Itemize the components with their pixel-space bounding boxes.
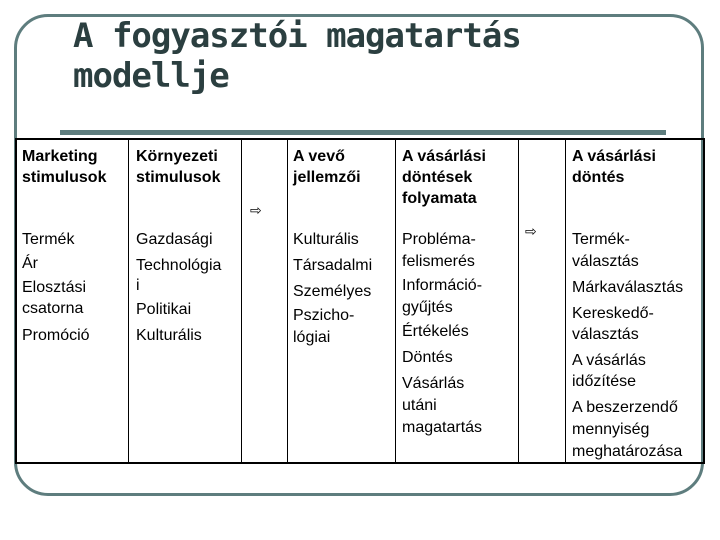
list-purchase-decision [572,229,683,463]
list-item: Döntés [402,349,453,366]
list-environmental-stimuli [136,228,221,348]
list-item: magatartás [402,419,483,436]
list-item: meghatározása [572,443,683,460]
title-underline [60,130,666,135]
page-title [73,16,521,96]
list-item: Promóció [22,327,90,344]
header-line: A vevő [293,148,345,165]
list-item: Elosztási [22,279,87,296]
header-line: Környezeti [136,148,218,165]
header-line: folyamata [402,190,477,207]
list-item: Személyes [293,283,372,300]
column-divider [518,140,519,462]
list-item: Termék [22,231,75,248]
list-item: Vásárlás [402,375,465,392]
list-item: A beszerzendő [572,399,678,416]
title-line-1: A fogyasztói magatartás [73,16,521,56]
list-item: Márkaválasztás [572,279,684,296]
header-marketing-stimuli [22,146,106,188]
header-line: döntés [572,169,625,186]
column-divider [565,140,566,462]
list-item: Kereskedő- [572,305,654,322]
list-item: Társadalmi [293,257,373,274]
header-purchase-decision [572,146,656,188]
model-table [15,138,705,464]
right-arrow-icon: ⇨ [525,224,537,240]
list-item: Pszicho- [293,307,355,324]
header-environmental-stimuli [136,146,220,188]
list-item: Technológia [136,257,222,274]
list-item: felismerés [402,253,475,270]
list-item: Gazdasági [136,231,213,248]
header-buyer-characteristics [293,146,361,188]
header-decision-process [402,146,486,209]
header-line: döntések [402,169,473,186]
list-item: Probléma- [402,231,476,248]
list-item: választás [572,253,639,270]
column-divider [128,140,129,462]
list-item: mennyiség [572,421,650,438]
list-decision-process [402,229,482,439]
list-marketing-stimuli [22,228,90,348]
list-item: Politikai [136,301,192,318]
header-line: A vásárlási [402,148,486,165]
list-item: gyűjtés [402,299,453,316]
header-line: Marketing [22,148,98,165]
list-item: lógiai [293,329,331,346]
right-arrow-icon: ⇨ [250,203,262,219]
header-line: jellemzői [293,169,361,186]
column-divider [395,140,396,462]
list-item: Kulturális [293,231,359,248]
list-item: Értékelés [402,323,469,340]
list-item: Kulturális [136,327,202,344]
title-line-2: modellje [73,56,229,96]
list-buyer-characteristics [293,228,372,350]
column-divider [241,140,242,462]
header-line: A vásárlási [572,148,656,165]
list-item: A vásárlás [572,352,646,369]
list-item: utáni [402,397,437,414]
list-item: i [136,277,140,294]
list-item: Termék- [572,231,630,248]
list-item: csatorna [22,300,84,317]
header-line: stimulusok [136,169,221,186]
list-item: Ár [22,255,38,272]
column-divider [287,140,288,462]
list-item: időzítése [572,373,637,390]
header-line: stimulusok [22,169,107,186]
list-item: választás [572,326,639,343]
list-item: Információ- [402,277,483,294]
